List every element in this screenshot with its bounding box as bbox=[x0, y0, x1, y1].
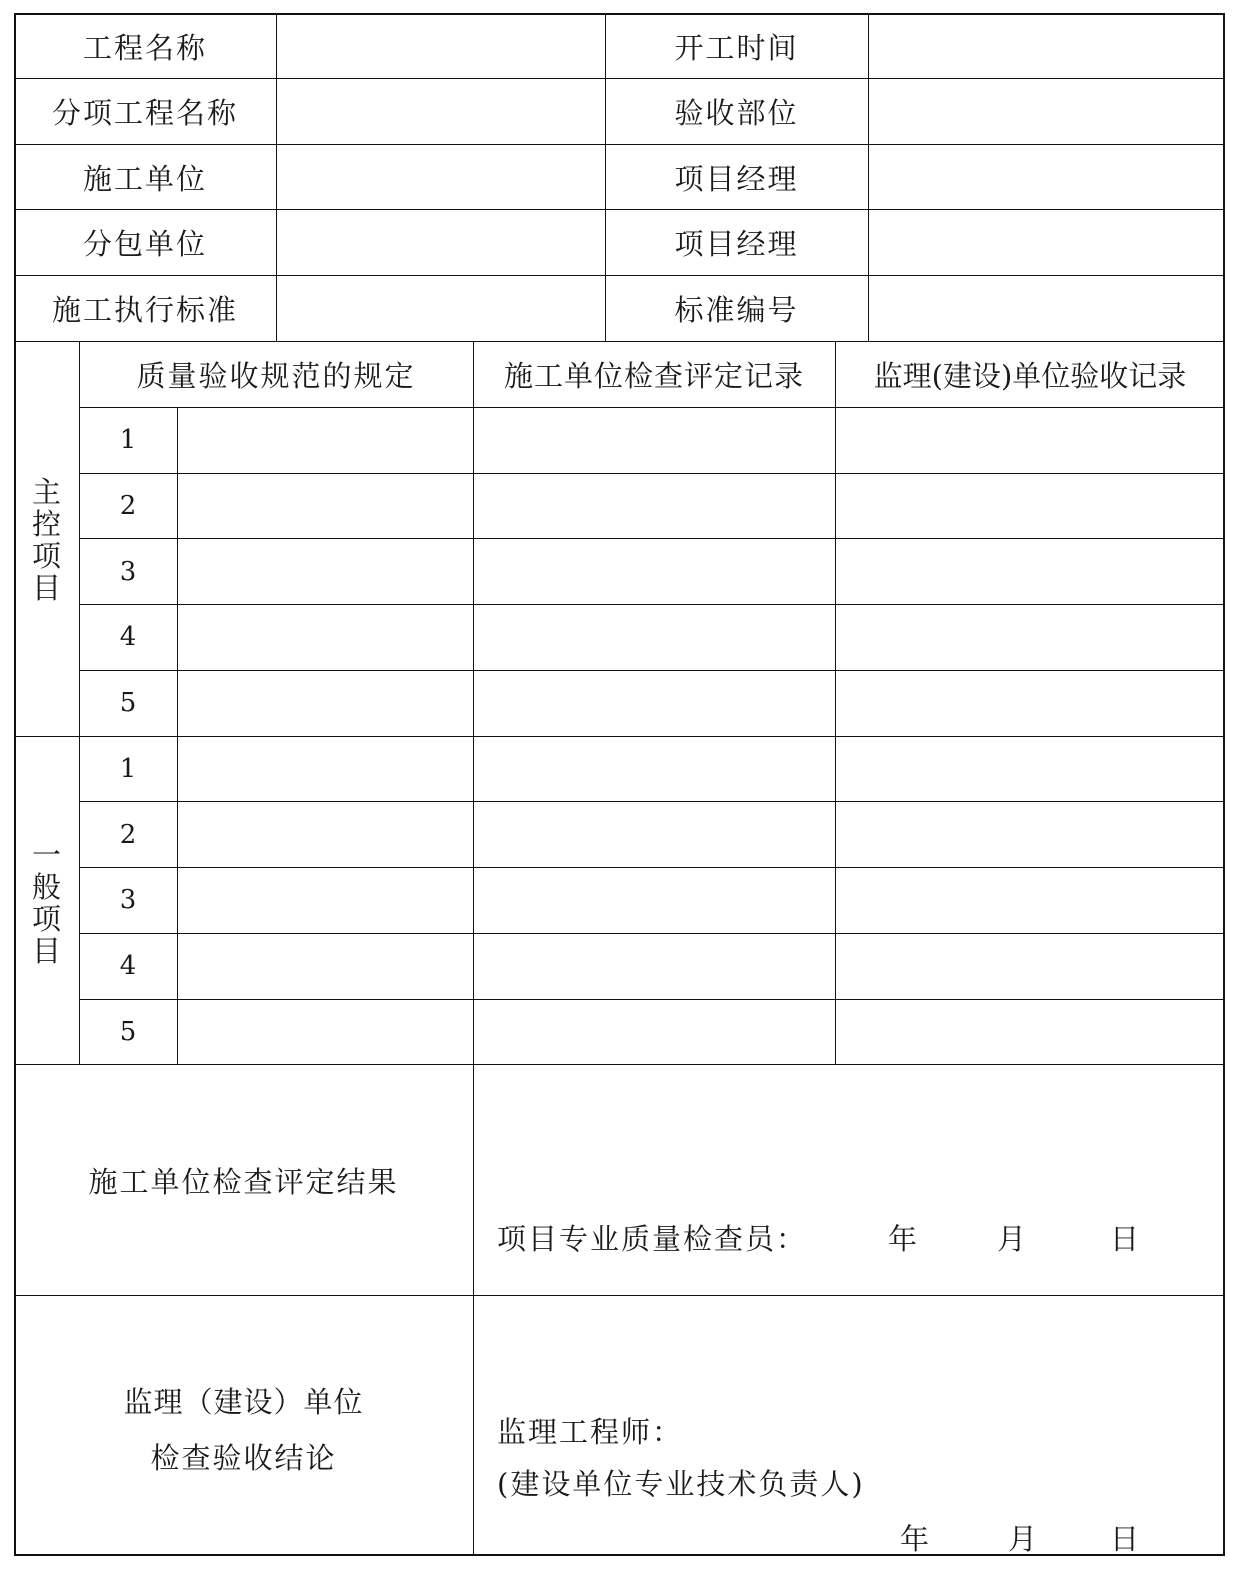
contractor-result-label: 施工单位检查评定结果 bbox=[88, 1164, 399, 1199]
contractor-label: 施工单位 bbox=[82, 161, 207, 196]
supervising-engineer-signature-label: 监理工程师： bbox=[497, 1415, 684, 1449]
date-month-label: 月 bbox=[1008, 1522, 1040, 1556]
row-divider bbox=[79, 604, 1225, 605]
owner-technical-rep-label: (建设单位专业技术负责人) bbox=[497, 1467, 865, 1501]
label-char: 目 bbox=[31, 571, 61, 605]
date-day-label: 日 bbox=[1110, 1222, 1142, 1256]
row-divider bbox=[79, 670, 1225, 671]
label-char: 项 bbox=[31, 539, 61, 573]
label-char: 控 bbox=[31, 507, 61, 541]
general-item-number: 5 bbox=[119, 1017, 137, 1047]
inspection-location-label: 验收部位 bbox=[674, 96, 799, 130]
row-divider bbox=[79, 933, 1225, 934]
main-items-label bbox=[14, 476, 79, 604]
column-divider bbox=[276, 14, 277, 341]
general-item-number: 4 bbox=[119, 951, 137, 981]
row-divider bbox=[79, 801, 1225, 802]
project-name-label: 工程名称 bbox=[82, 30, 207, 65]
main-item-number: 1 bbox=[119, 425, 137, 455]
general-item-number: 2 bbox=[119, 820, 137, 850]
subcontractor-label: 分包单位 bbox=[82, 227, 207, 261]
contractor-record-heading: 施工单位检查评定记录 bbox=[503, 359, 804, 393]
general-item-number: 3 bbox=[119, 885, 137, 915]
column-divider bbox=[473, 341, 474, 1555]
row-divider bbox=[79, 407, 1225, 408]
sub-project-name-label: 分项工程名称 bbox=[51, 96, 238, 130]
label-char: 般 bbox=[31, 870, 61, 904]
main-item-number: 2 bbox=[119, 491, 137, 521]
spec-column-heading: 质量验收规范的规定 bbox=[136, 359, 416, 393]
main-item-number: 5 bbox=[119, 688, 137, 718]
start-date-label: 开工时间 bbox=[674, 30, 799, 65]
execution-standard-label: 施工执行标准 bbox=[51, 293, 238, 327]
label-char: 一 bbox=[31, 838, 61, 872]
row-divider bbox=[79, 867, 1225, 868]
date-year-label: 年 bbox=[900, 1522, 932, 1556]
supervisor-conclusion-label-line1: 监理（建设）单位 bbox=[123, 1385, 364, 1419]
label-char: 目 bbox=[31, 934, 61, 968]
label-char: 项 bbox=[31, 902, 61, 936]
project-manager-label: 项目经理 bbox=[674, 161, 799, 196]
column-divider bbox=[868, 14, 869, 341]
main-item-number: 3 bbox=[119, 557, 137, 587]
general-items-label bbox=[14, 839, 79, 967]
date-day-label: 日 bbox=[1110, 1522, 1142, 1556]
date-month-label: 月 bbox=[997, 1222, 1029, 1256]
column-divider bbox=[177, 407, 178, 1064]
row-divider bbox=[79, 538, 1225, 539]
row-divider bbox=[79, 473, 1225, 474]
standard-number-label: 标准编号 bbox=[674, 293, 799, 327]
row-divider bbox=[79, 999, 1225, 1000]
section-divider bbox=[14, 1295, 1225, 1296]
column-divider bbox=[835, 341, 836, 1064]
sub-project-manager-label: 项目经理 bbox=[674, 227, 799, 261]
supervisor-conclusion-label-line2: 检查验收结论 bbox=[150, 1441, 337, 1475]
section-divider bbox=[14, 736, 1225, 737]
label-char: 主 bbox=[31, 475, 61, 509]
supervisor-record-heading: 监理(建设)单位验收记录 bbox=[873, 359, 1187, 393]
main-item-number: 4 bbox=[119, 622, 137, 652]
quality-inspector-signature-label: 项目专业质量检查员： bbox=[497, 1222, 808, 1256]
date-year-label: 年 bbox=[888, 1222, 920, 1256]
general-item-number: 1 bbox=[119, 754, 137, 784]
